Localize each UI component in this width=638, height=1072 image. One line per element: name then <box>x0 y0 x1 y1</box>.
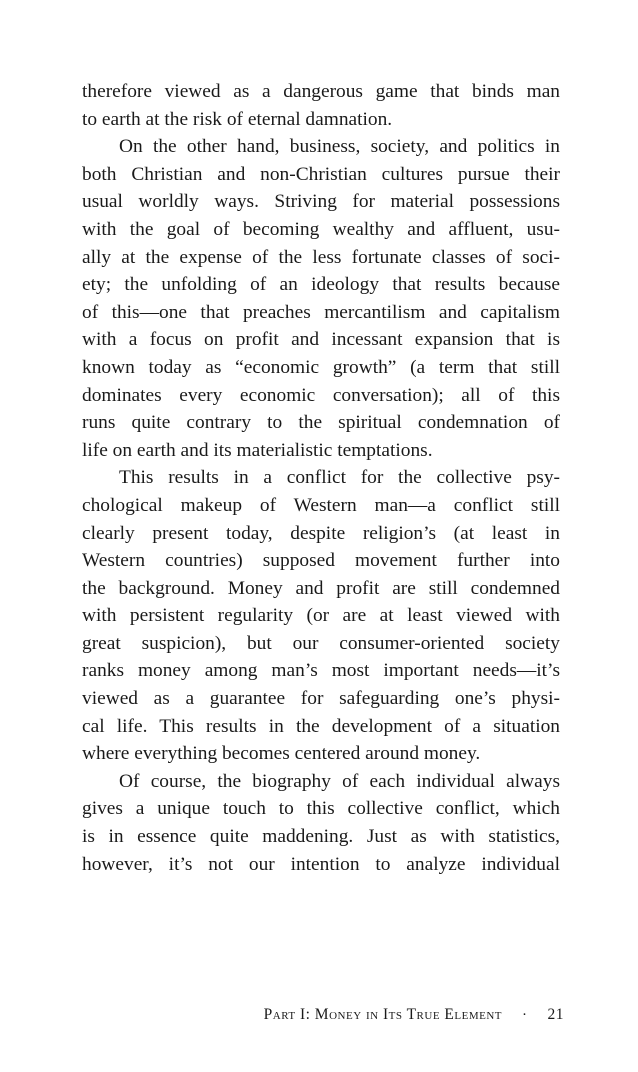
text-line: however, it’s not our intention to analyze individual <box>82 853 560 875</box>
text-line: life on earth and its materialistic temptations. <box>82 439 433 461</box>
footer-separator: · <box>522 1006 528 1023</box>
paragraph-start-line: On the other hand, business, society, and politics in <box>119 136 560 158</box>
text-line: chological makeup of Western man—a conflict still <box>82 494 560 516</box>
text-line: with the goal of becoming wealthy and affluent, usu- <box>82 218 560 240</box>
text-line: runs quite contrary to the spiritual condemnation of <box>82 412 560 434</box>
text-line: where everything becomes centered around money. <box>82 743 481 765</box>
running-head: Part I: Money in Its True Element <box>263 1006 502 1023</box>
text-line: is in essence quite maddening. Just as with statistics, <box>82 826 560 848</box>
text-line: the background. Money and profit are still condemned <box>82 577 560 599</box>
text-line: usual worldly ways. Striving for material possessions <box>82 191 560 213</box>
text-line: both Christian and non-Christian cultures pursue their <box>82 163 560 185</box>
text-line: clearly present today, despite religion’s (at least in <box>82 522 560 544</box>
text-line: with persistent regularity (or are at least viewed with <box>82 605 560 627</box>
text-line: cal life. This results in the development of a situation <box>82 715 560 737</box>
text-line: of this—one that preaches mercantilism and capitalism <box>82 301 560 323</box>
text-line: dominates every economic conversation); all of this <box>82 384 560 406</box>
text-line: viewed as a guarantee for safeguarding one’s physi- <box>82 688 560 710</box>
text-line: known today as “economic growth” (a term that still <box>82 356 560 378</box>
paragraph-start-line: Of course, the biography of each individual always <box>119 770 560 792</box>
text-line: great suspicion), but our consumer-oriented society <box>82 632 560 654</box>
text-line: with a focus on profit and incessant expansion that is <box>82 329 560 351</box>
text-line: to earth at the risk of eternal damnation. <box>82 108 393 130</box>
text-line: ety; the unfolding of an ideology that results because <box>82 274 560 296</box>
page-footer <box>228 1003 564 1027</box>
text-line: ally at the expense of the less fortunate classes of soci- <box>82 246 560 268</box>
page-number: 21 <box>547 1006 564 1023</box>
paragraph-start-line: This results in a conflict for the collective psy- <box>119 467 560 489</box>
text-line: Western countries) supposed movement further into <box>82 550 560 572</box>
book-page-text <box>82 78 560 878</box>
text-line: therefore viewed as a dangerous game that binds man <box>82 81 560 102</box>
text-line: ranks money among man’s most important needs—it’s <box>82 660 560 682</box>
text-line: gives a unique touch to this collective conflict, which <box>82 798 560 820</box>
